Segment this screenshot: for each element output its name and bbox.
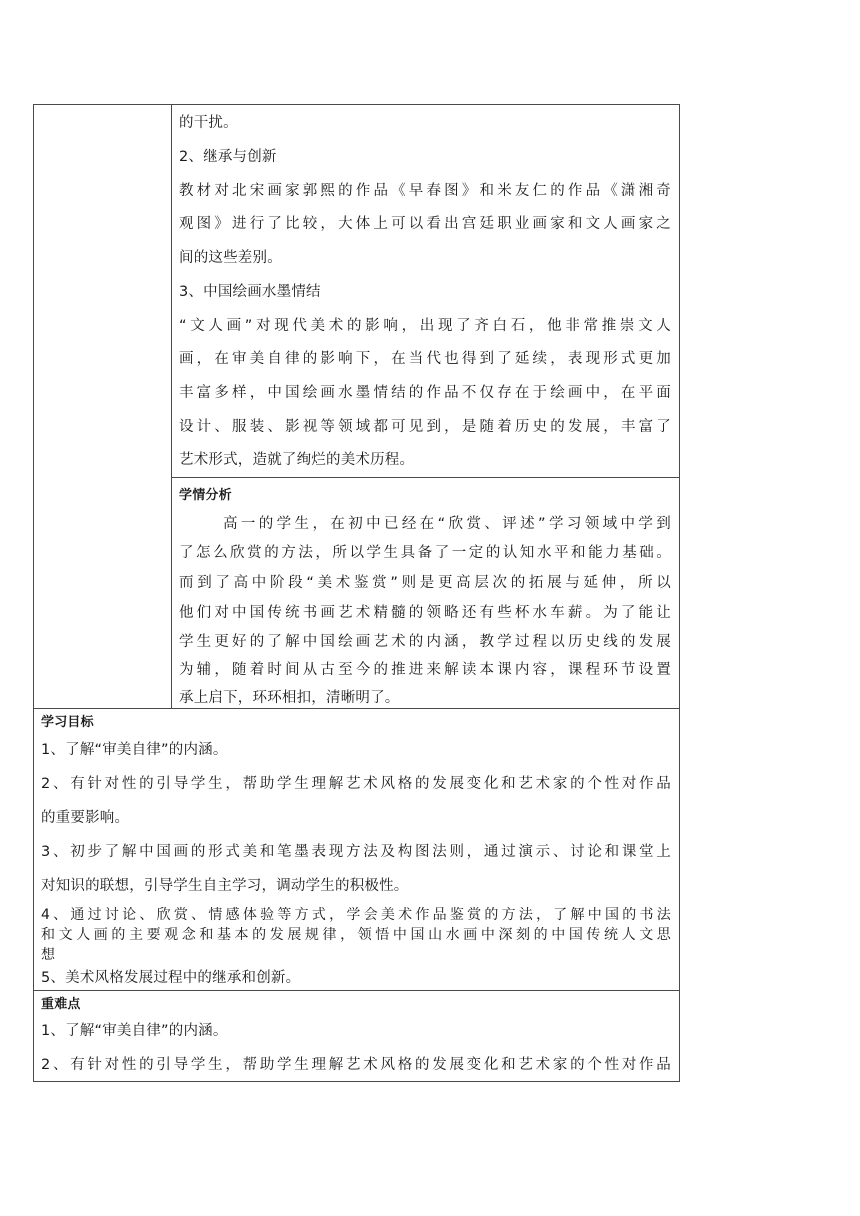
content-line: 的干扰。	[179, 115, 238, 131]
mubiao-line: 对知识的联想，引导学生自主学习，调动学生的积极性。	[41, 878, 409, 894]
mubiao-line: 的重要影响。	[41, 810, 130, 826]
xueqing-line: 而到了高中阶段“美术鉴赏”则是更高层次的拓展与延伸，所以	[179, 575, 671, 591]
content-line: 教材对北宋画家郭熙的作品《早春图》和米友仁的作品《潇湘奇	[179, 183, 671, 199]
content-line: 观图》进行了比较，大体上可以看出宫廷职业画家和文人画家之	[179, 216, 671, 232]
xueqing-line: 承上启下，环环相扣，清晰明了。	[179, 690, 400, 706]
content-subheading: 2、继承与创新	[179, 149, 277, 165]
content-line: 设计、服装、影视等领域都可见到，是随着历史的发展，丰富了	[179, 419, 671, 435]
xueqing-line: 他们对中国传统书画艺术精髓的领略还有些杯水车薪。为了能让	[179, 605, 671, 621]
xueqing-line: 学生更好的了解中国绘画艺术的内涵，教学过程以历史线的发展	[179, 634, 671, 650]
row-divider-xueqing	[171, 477, 680, 478]
content-line: 画，在审美自律的影响下，在当代也得到了延续，表现形式更加	[179, 351, 671, 367]
mubiao-line: 5、美术风格发展过程中的继承和创新。	[41, 970, 301, 986]
zhongnan-line: 2、有针对性的引导学生，帮助学生理解艺术风格的发展变化和艺术家的个性对作品	[41, 1057, 671, 1073]
mubiao-line: 2、有针对性的引导学生，帮助学生理解艺术风格的发展变化和艺术家的个性对作品	[41, 776, 671, 792]
mubiao-line: 4、通过讨论、欣赏、情感体验等方式，学会美术作品鉴赏的方法，了解中国的书法	[41, 907, 671, 923]
mubiao-line: 和文人画的主要观念和基本的发展规律，领悟中国山水画中深刻的中国传统人文思	[41, 927, 671, 943]
content-subheading: 3、中国绘画水墨情结	[179, 284, 321, 300]
row-divider-zhongnan	[33, 990, 680, 991]
mubiao-line: 1、了解“审美自律”的内涵。	[41, 742, 228, 758]
xueqing-line: 为辅，随着时间从古至今的推进来解读本课内容，课程环节设置	[179, 662, 671, 678]
content-line: 丰富多样，中国绘画水墨情结的作品不仅存在于绘画中，在平面	[179, 385, 671, 401]
mubiao-line: 想	[41, 947, 56, 963]
section-heading-xueqing: 学情分析	[179, 488, 232, 503]
mubiao-line: 3、初步了解中国画的形式美和笔墨表现方法及构图法则，通过演示、讨论和课堂上	[41, 844, 671, 860]
column-divider	[171, 104, 172, 708]
zhongnan-line: 1、了解“审美自律”的内涵。	[41, 1023, 228, 1039]
content-line: 间的这些差别。	[179, 250, 282, 266]
row-divider-mubiao	[33, 708, 680, 709]
xueqing-line: 高一的学生，在初中已经在“欣赏、评述”学习领域中学到	[223, 516, 671, 532]
section-heading-zhongnan: 重难点	[41, 997, 81, 1012]
xueqing-line: 了怎么欣赏的方法，所以学生具备了一定的认知水平和能力基础。	[179, 545, 671, 561]
section-heading-mubiao: 学习目标	[41, 715, 94, 730]
content-line: “文人画”对现代美术的影响，出现了齐白石，他非常推崇文人	[179, 318, 671, 334]
content-line: 艺术形式，造就了绚烂的美术历程。	[179, 452, 415, 468]
